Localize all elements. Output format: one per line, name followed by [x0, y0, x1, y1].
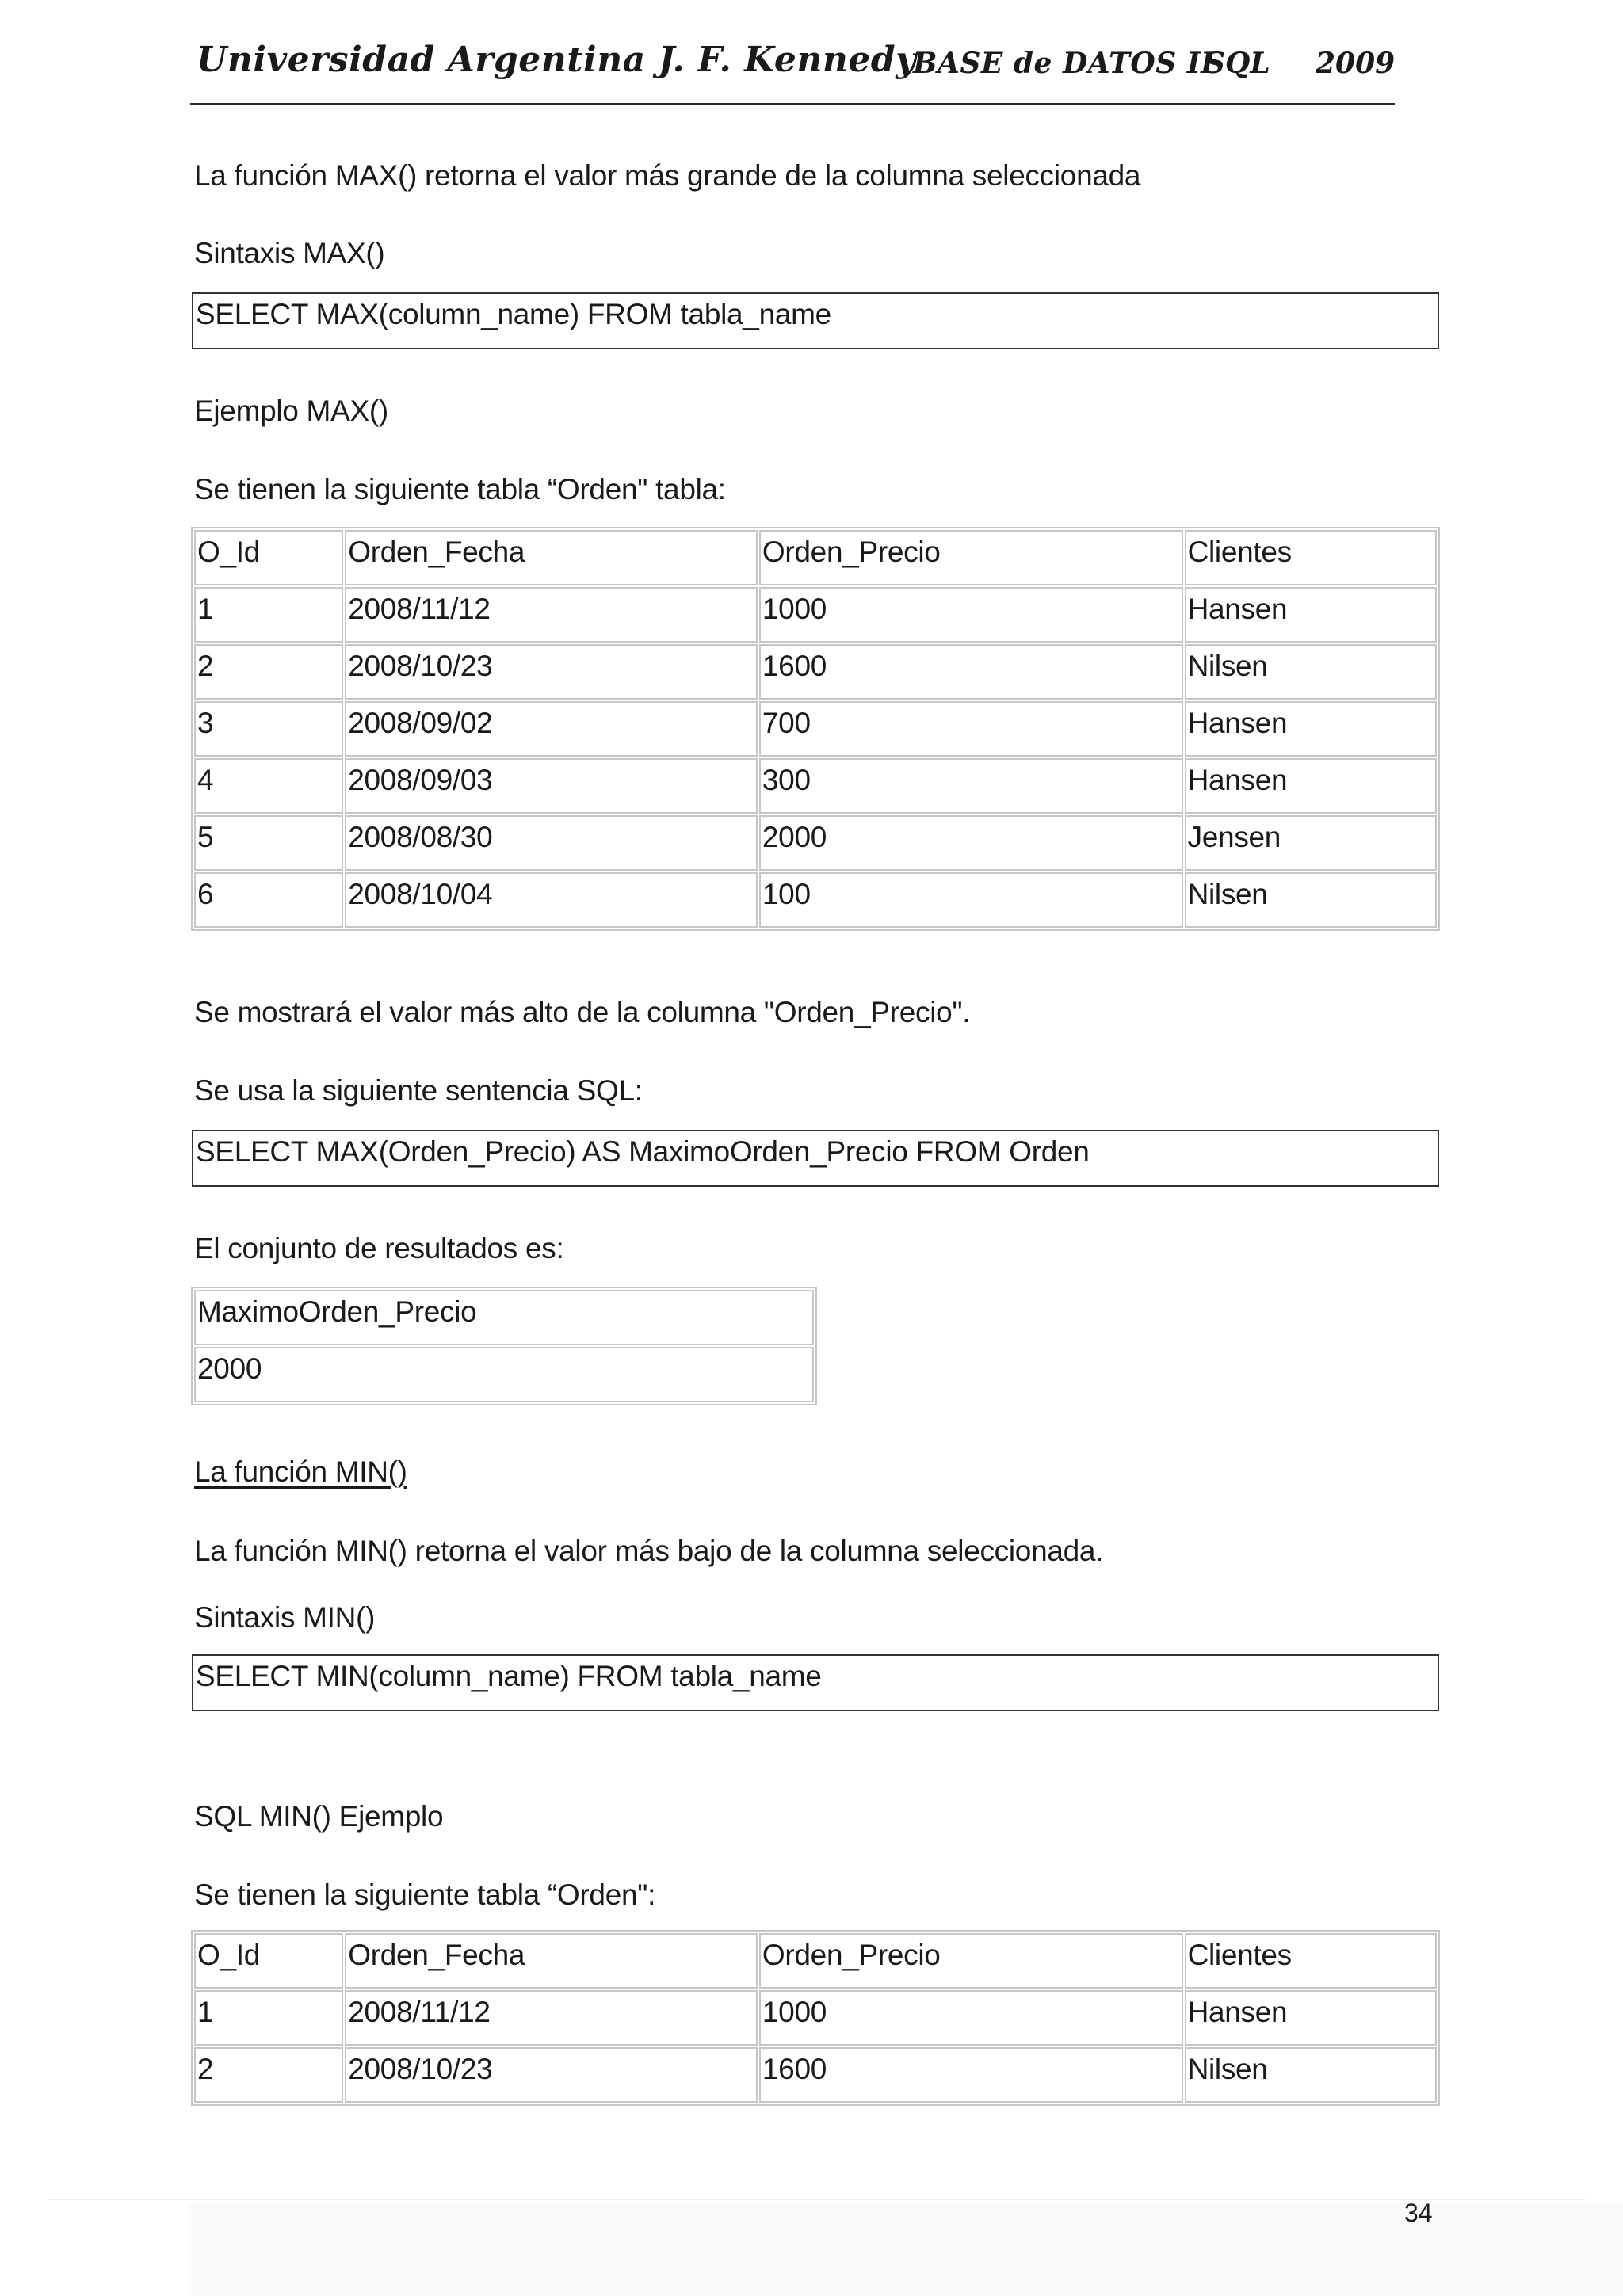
max-table-intro: Se tienen la siguiente tabla “Orden" tabla:: [194, 473, 726, 505]
table-cell: 2008/09/02: [345, 701, 758, 757]
table-cell: 3: [194, 701, 343, 757]
orders-table-min: [191, 1930, 1440, 2106]
table-cell: 700: [759, 701, 1183, 757]
table-header-row: [194, 1933, 1437, 1989]
table-cell: Hansen: [1185, 587, 1437, 643]
table-cell: Hansen: [1185, 758, 1437, 814]
max-syntax-label: Sintaxis MAX(): [194, 237, 385, 269]
table-cell: 1000: [759, 1990, 1183, 2046]
min-syntax-label: Sintaxis MIN(): [194, 1601, 376, 1634]
min-syntax-code: SELECT MIN(column_name) FROM tabla_name: [192, 1654, 1439, 1711]
header-cell: Orden_Precio: [759, 530, 1183, 585]
page-number: 34: [1404, 2199, 1433, 2227]
page-header: [190, 36, 1395, 105]
header-cell: O_Id: [194, 1933, 343, 1989]
table-row: [194, 815, 1437, 871]
table-cell: 1: [194, 587, 343, 643]
min-example-label: SQL MIN() Ejemplo: [194, 1800, 444, 1833]
header-cell: O_Id: [194, 530, 343, 585]
table-row: [194, 758, 1437, 814]
course-name: BASE de DATOS II: [913, 47, 1215, 80]
table-cell: Nilsen: [1185, 2047, 1437, 2103]
course-language: SQL: [1205, 47, 1270, 80]
max-query-code: SELECT MAX(Orden_Precio) AS MaximoOrden_Precio FROM Orden: [192, 1130, 1439, 1187]
header-cell: Clientes: [1185, 1933, 1437, 1989]
min-heading: La función MIN(): [194, 1455, 407, 1488]
header-cell: Orden_Precio: [759, 1933, 1183, 1989]
orders-table-max: [191, 527, 1440, 931]
table-cell: Hansen: [1185, 1990, 1437, 2046]
max-intro: La función MAX() retorna el valor más grande de la columna seleccionada: [194, 159, 1141, 192]
max-result-table: [191, 1287, 817, 1405]
header-cell: Orden_Fecha: [345, 1933, 758, 1989]
max-syntax-code: SELECT MAX(column_name) FROM tabla_name: [192, 292, 1439, 349]
table-cell: 2008/10/23: [345, 644, 758, 700]
table-cell: 2000: [759, 815, 1183, 871]
table-cell: 5: [194, 815, 343, 871]
table-cell: 100: [759, 872, 1183, 928]
table-cell: 1: [194, 1990, 343, 2046]
max-example-label: Ejemplo MAX(): [194, 395, 388, 427]
footer-divider: [48, 2199, 1585, 2200]
table-cell: Hansen: [1185, 701, 1437, 757]
table-cell: 2: [194, 2047, 343, 2103]
table-cell: 1600: [759, 2047, 1183, 2103]
table-cell: 2008/08/30: [345, 815, 758, 871]
table-cell: 2008/11/12: [345, 587, 758, 643]
table-header-row: [194, 530, 1437, 585]
university-name: Universidad Argentina J. F. Kennedy: [197, 40, 917, 80]
table-cell: 1600: [759, 644, 1183, 700]
table-row: [194, 701, 1437, 757]
max-uses-text: Se usa la siguiente sentencia SQL:: [194, 1074, 643, 1107]
course-year: 2009: [1316, 47, 1396, 80]
table-header-row: [194, 1290, 814, 1345]
header-cell: MaximoOrden_Precio: [194, 1290, 814, 1345]
table-cell: 2008/09/03: [345, 758, 758, 814]
min-table-intro: Se tienen la siguiente tabla “Orden":: [194, 1878, 656, 1911]
table-row: [194, 644, 1437, 700]
table-row: [194, 587, 1437, 643]
table-cell: 4: [194, 758, 343, 814]
table-row: [194, 1347, 814, 1402]
header-cell: Clientes: [1185, 530, 1437, 585]
table-row: [194, 2047, 1437, 2103]
table-cell: Nilsen: [1185, 872, 1437, 928]
table-row: [194, 872, 1437, 928]
min-intro: La función MIN() retorna el valor más bajo de la columna seleccionada.: [194, 1535, 1104, 1567]
table-cell: 1000: [759, 587, 1183, 643]
table-cell: 2008/11/12: [345, 1990, 758, 2046]
table-cell: Jensen: [1185, 815, 1437, 871]
header-cell: Orden_Fecha: [345, 530, 758, 585]
table-cell: 2008/10/04: [345, 872, 758, 928]
table-row: [194, 1990, 1437, 2046]
max-result-intro: El conjunto de resultados es:: [194, 1232, 564, 1264]
max-show-text: Se mostrará el valor más alto de la columna "Orden_Precio".: [194, 996, 971, 1028]
table-cell: 2: [194, 644, 343, 700]
table-cell: 6: [194, 872, 343, 928]
table-cell: 300: [759, 758, 1183, 814]
table-cell: 2008/10/23: [345, 2047, 758, 2103]
table-cell: Nilsen: [1185, 644, 1437, 700]
table-cell: 2000: [194, 1347, 814, 1402]
